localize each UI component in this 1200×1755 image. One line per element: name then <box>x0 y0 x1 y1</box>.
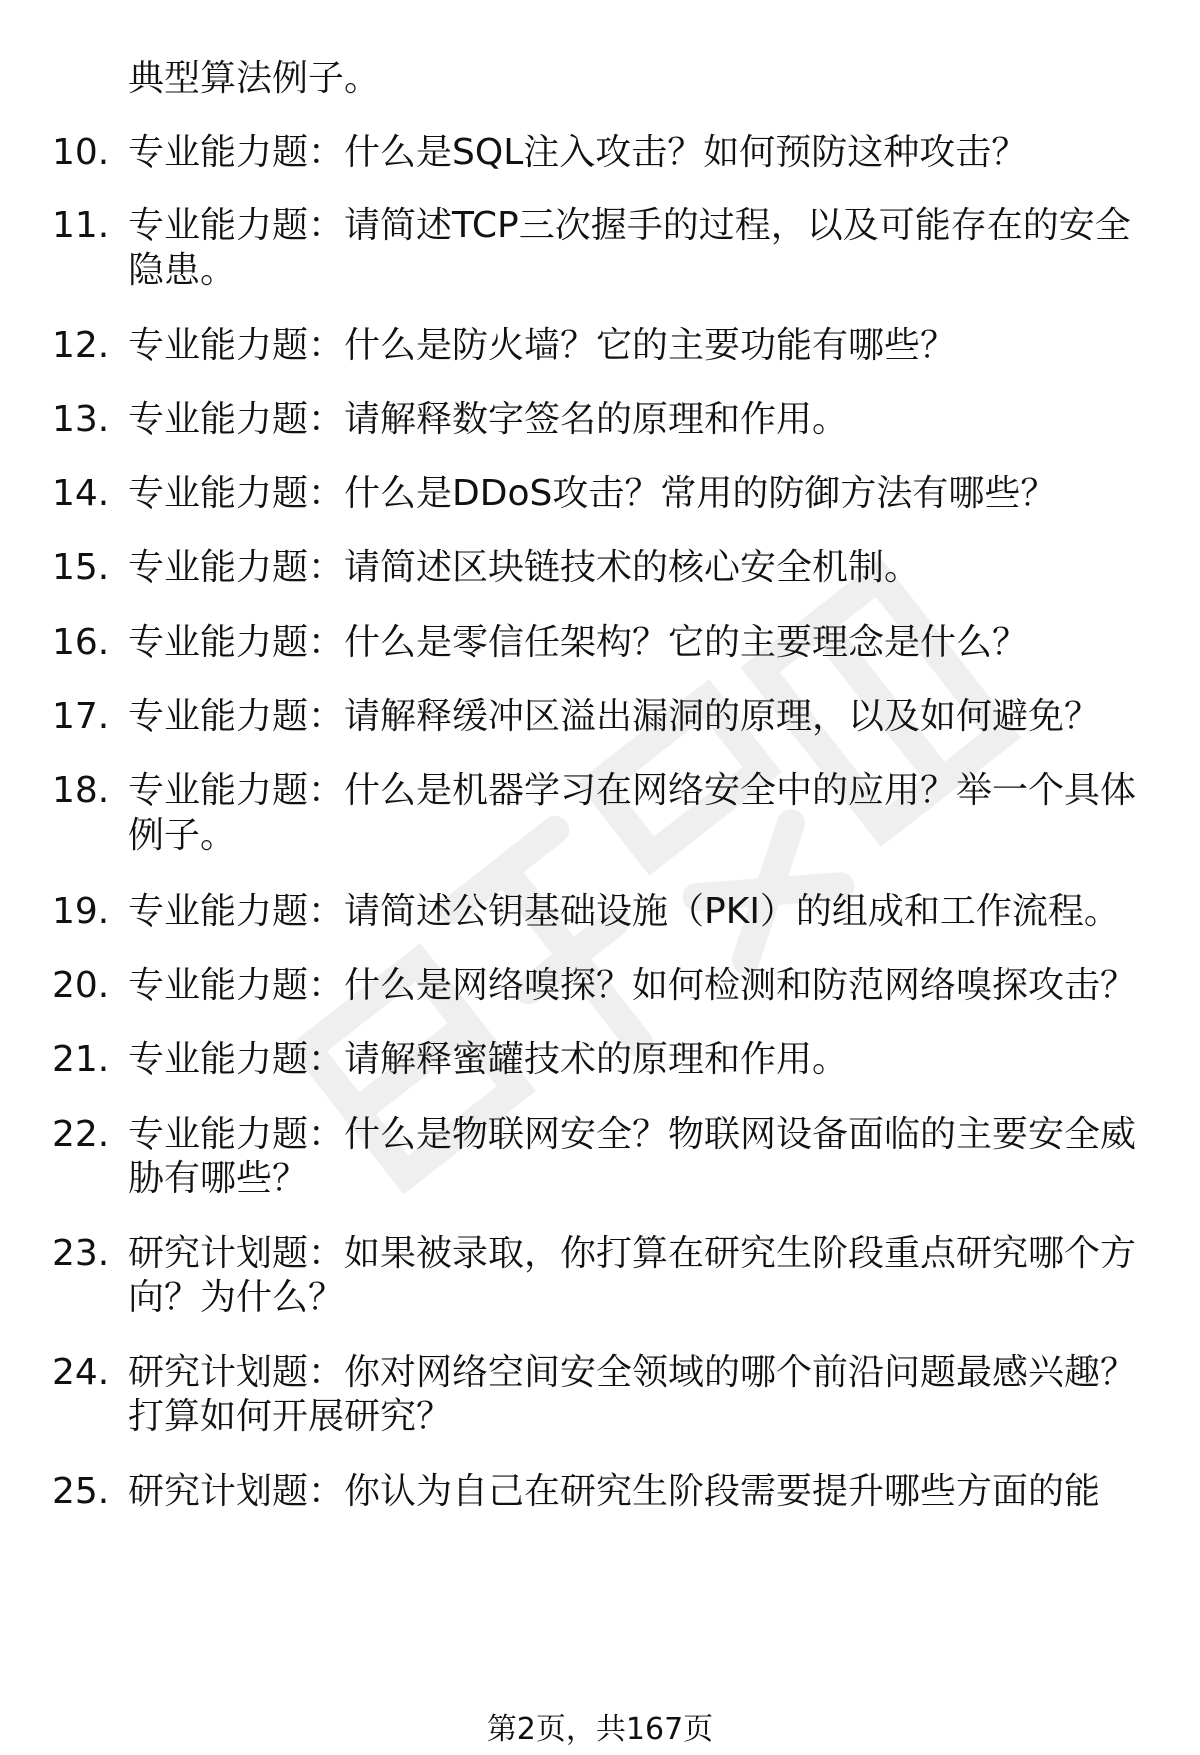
list-item <box>0 962 1200 1010</box>
item-number: 14. <box>52 473 110 514</box>
list-item <box>0 396 1200 444</box>
list-item <box>0 1230 1200 1278</box>
list-item <box>0 544 1200 592</box>
item-text: 专业能力题：什么是DDoS攻击？常用的防御方法有哪些？ <box>128 473 1057 514</box>
item-number: 10. <box>52 132 110 173</box>
item-text: 专业能力题：什么是物联网安全？物联网设备面临的主要安全威 <box>128 1114 1137 1155</box>
list-item <box>0 202 1200 250</box>
item-number: 19. <box>52 891 110 932</box>
item-number: 15. <box>52 547 110 588</box>
list-item <box>0 129 1200 177</box>
list-item <box>0 693 1200 741</box>
item-text: 隐患。 <box>128 250 237 291</box>
list-item <box>0 1349 1200 1397</box>
item-text: 向？为什么？ <box>128 1277 345 1318</box>
item-text: 专业能力题：请简述区块链技术的核心安全机制。 <box>128 547 921 588</box>
list-item <box>0 1468 1200 1516</box>
item-text: 打算如何开展研究？ <box>128 1396 453 1437</box>
continued-text: 典型算法例子。 <box>128 58 381 99</box>
item-text: 专业能力题：请解释缓冲区溢出漏洞的原理，以及如何避免？ <box>128 696 1101 737</box>
list-item-continuation <box>0 1155 1200 1203</box>
item-number: 21. <box>52 1039 110 1080</box>
list-item <box>0 470 1200 518</box>
list-item <box>0 322 1200 370</box>
item-number: 16. <box>52 622 110 663</box>
item-text: 专业能力题：什么是机器学习在网络安全中的应用？举一个具体 <box>128 770 1137 811</box>
list-item-continuation <box>0 1393 1200 1441</box>
item-text: 研究计划题：你对网络空间安全领域的哪个前沿问题最感兴趣？ <box>128 1352 1137 1393</box>
list-item <box>0 888 1200 936</box>
item-text: 专业能力题：什么是防火墙？它的主要功能有哪些？ <box>128 325 957 366</box>
item-text: 例子。 <box>128 815 237 856</box>
item-text: 专业能力题：请简述公钥基础设施（PKI）的组成和工作流程。 <box>128 891 1120 932</box>
item-number: 20. <box>52 965 110 1006</box>
item-number: 17. <box>52 696 110 737</box>
item-number: 22. <box>52 1114 110 1155</box>
item-text: 胁有哪些？ <box>128 1158 309 1199</box>
item-text: 专业能力题：什么是SQL注入攻击？如何预防这种攻击？ <box>128 132 1028 173</box>
list-item <box>0 1036 1200 1084</box>
page-footer: 第2页，共167页 <box>486 1712 714 1747</box>
item-text: 研究计划题：如果被录取，你打算在研究生阶段重点研究哪个方 <box>128 1233 1137 1274</box>
item-text: 专业能力题：什么是网络嗅探？如何检测和防范网络嗅探攻击？ <box>128 965 1137 1006</box>
item-number: 12. <box>52 325 110 366</box>
list-item <box>0 767 1200 815</box>
item-text: 专业能力题：请解释蜜罐技术的原理和作用。 <box>128 1039 849 1080</box>
item-text: 专业能力题：请解释数字签名的原理和作用。 <box>128 399 849 440</box>
list-item-continuation <box>0 812 1200 860</box>
item-text: 专业能力题：什么是零信任架构？它的主要理念是什么？ <box>128 622 1029 663</box>
item-number: 23. <box>52 1233 110 1274</box>
list-item-continuation <box>0 1274 1200 1322</box>
continued-text-line <box>0 55 1200 103</box>
item-number: 24. <box>52 1352 110 1393</box>
item-number: 11. <box>52 205 110 246</box>
list-item-continuation <box>0 247 1200 295</box>
item-number: 18. <box>52 770 110 811</box>
item-number: 25. <box>52 1471 110 1512</box>
item-number: 13. <box>52 399 110 440</box>
list-item <box>0 1111 1200 1159</box>
list-item <box>0 619 1200 667</box>
item-text: 研究计划题：你认为自己在研究生阶段需要提升哪些方面的能 <box>128 1471 1101 1512</box>
item-text: 专业能力题：请简述TCP三次握手的过程，以及可能存在的安全 <box>128 205 1131 246</box>
